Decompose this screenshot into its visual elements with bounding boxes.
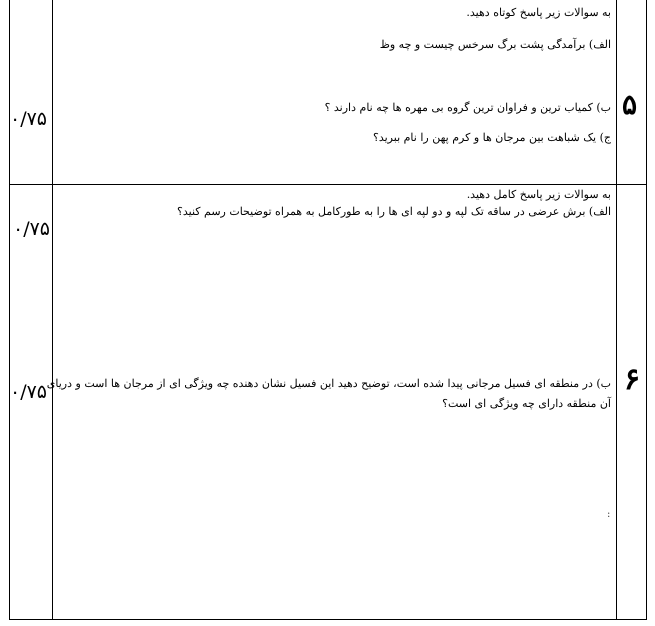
section-6-score-b: ۰/۷۵ [10,381,48,403]
number-column-divider [616,0,617,620]
section-5-question-c: ج) یک شباهت بین مرجان ها و کرم پهن را نام ببرید؟ [373,131,611,144]
section-6-question-a: الف) برش عرضی در ساقه تک لپه و دو لپه ای ها را به طورکامل به همراه توضیحات رسم کنید؟ [177,205,611,218]
table-left-border [9,0,10,620]
section-5-number: ۵ [622,88,638,121]
table-bottom-border [9,619,647,620]
table-right-border [646,0,647,620]
section-5-intro: به سوالات زیر پاسخ کوتاه دهید. [466,6,611,19]
section-6-question-b-line1: ب) در منطقه ای فسیل مرجانی پیدا شده است، توضیح دهید این فسیل نشان دهنده چه ویژگی ای از مرجان ها است و دریای [46,377,611,390]
section-5-question-a: الف) برآمدگی پشت برگ سرخس چیست و چه وظ [379,38,611,51]
section-6-number: ۶ [624,362,641,397]
row-divider [9,184,647,185]
score-column-divider [52,0,53,620]
section-5-question-b: ب) کمیاب ترین و فراوان ترین گروه بی مهره ها چه نام دارند ؟ [324,101,611,114]
stray-mark: : [607,509,611,520]
section-5-score: ۰/۷۵ [10,108,48,130]
section-6-question-b-line2: آن منطقه دارای چه ویژگی ای است؟ [442,397,611,410]
section-6-intro: به سوالات زیر پاسخ کامل دهید. [466,188,611,201]
section-6-score-a: ۰/۷۵ [13,218,51,240]
